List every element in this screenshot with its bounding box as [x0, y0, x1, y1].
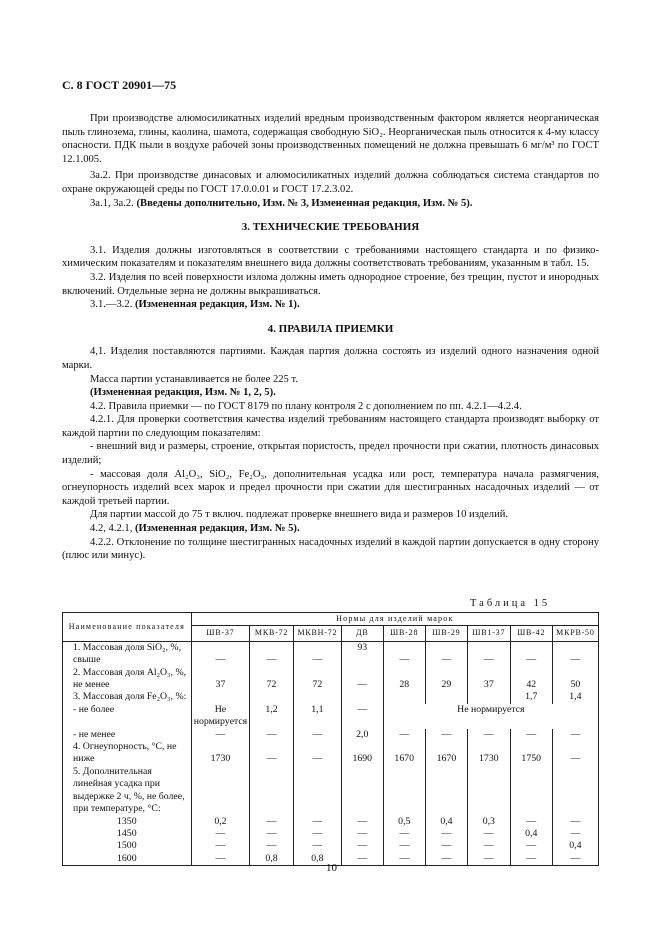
- table-cell: 1690: [341, 741, 383, 766]
- section-4-paragraph-2: Масса партии устанавливается не более 225 т.: [90, 373, 298, 385]
- row-name: - не более: [63, 704, 192, 729]
- table-cell: 0,4: [425, 816, 467, 828]
- table-cell: —: [250, 641, 294, 666]
- table-cell: 93: [341, 641, 383, 666]
- table-cell: —: [552, 816, 598, 828]
- table-cell: —: [552, 741, 598, 766]
- table-cell: 1,2: [250, 704, 294, 729]
- amend-note: (Введены дополнительно, Изм. № 3, Измененная редакция, Изм. № 5).: [136, 197, 473, 209]
- table-cell: [425, 766, 467, 816]
- table-cell: —: [383, 853, 425, 866]
- table-cell: —: [293, 729, 341, 741]
- table-cell: [293, 691, 341, 703]
- table-row: [63, 667, 599, 692]
- table-cell: 0,4: [510, 828, 552, 840]
- table-cell: —: [425, 729, 467, 741]
- table-cell: —: [250, 741, 294, 766]
- table-cell: —: [468, 828, 511, 840]
- row-name: 1350: [63, 816, 192, 828]
- table-cell: 0,3: [468, 816, 511, 828]
- table-row: [63, 691, 599, 703]
- section-3-paragraph-2: 3.2. Изделия по всей поверхности излома должны иметь однородное строение, без трещин, пустот и инородных включений. Отдельные зерна не должны выкрашиваться.: [62, 271, 599, 297]
- intro-paragraph-1: При производстве алюмосиликатных изделий вредным производственным фактором является неорганическая пыль глинозема, глины, каолина, шамота, содержащая свободную SiO₂. Неорганическая пыль относится к 4-му классу опасности. ПДК пыли в воздухе рабочей зоны производственных помещений не должна превышать 6 мг/м³ по ГОСТ 12.1.005.: [62, 113, 599, 165]
- amend-note-ref: 3а.1, 3а.2.: [90, 197, 137, 209]
- table-cell: —: [468, 729, 511, 741]
- row-name: 3. Массовая доля Fe₂O₃, %:: [63, 691, 192, 703]
- table-cell: —: [425, 828, 467, 840]
- table-cell: —: [293, 828, 341, 840]
- table-cell: Не нормируется: [191, 704, 249, 729]
- table-cell: —: [293, 641, 341, 666]
- table-row: [63, 641, 599, 666]
- table-cell: —: [341, 816, 383, 828]
- table-row: [63, 704, 599, 729]
- table-cell: —: [293, 816, 341, 828]
- table-cell: 42: [510, 667, 552, 692]
- table-cell: —: [250, 840, 294, 852]
- section-4-paragraph-9: [62, 522, 599, 536]
- table-row: [63, 840, 599, 852]
- table-cell: —: [383, 828, 425, 840]
- table-cell: —: [468, 840, 511, 852]
- table-cell: —: [383, 729, 425, 741]
- not-normalized-cell: Не нормируется: [383, 704, 598, 729]
- table-cell: —: [341, 667, 383, 692]
- table-cell: —: [293, 741, 341, 766]
- brand-header: ДВ: [341, 626, 383, 641]
- brand-header: ШВ1-37: [468, 626, 511, 641]
- table-cell: —: [293, 840, 341, 852]
- section-4-paragraph-7: - массовая доля Al₂O₃, SiO₂, Fe₂O₃, дополнительная усадка или рост, температура начала размягчения, огнеупорность изделий всех марок и предел прочности при сжатии для шестигранных насадочных изделий — от каждой третьей партии.: [62, 468, 599, 507]
- table-row: [63, 828, 599, 840]
- table-cell: [383, 766, 425, 816]
- brand-header: ШВ-29: [425, 626, 467, 641]
- table-cell: 0,2: [191, 816, 249, 828]
- table-cell: 2,0: [341, 729, 383, 741]
- table-cell: 1730: [468, 741, 511, 766]
- table-row: [63, 816, 599, 828]
- table-cell: —: [468, 853, 511, 866]
- table-cell: 37: [191, 667, 249, 692]
- section-4-paragraph-1: 4,1. Изделия поставляются партиями. Каждая партия должна состоять из изделий одного назначения одной марки.: [62, 346, 599, 371]
- brand-header: МКРВ-50: [552, 626, 598, 641]
- table-cell: —: [383, 840, 425, 852]
- row-name: 1600: [63, 853, 192, 866]
- table-cell: 1670: [425, 741, 467, 766]
- table-cell: [341, 766, 383, 816]
- table-cell: [468, 691, 511, 703]
- brand-header: ШВ-28: [383, 626, 425, 641]
- table-cell: —: [191, 729, 249, 741]
- table-15: [62, 612, 599, 866]
- table-cell: [341, 691, 383, 703]
- table-cell: 0,5: [383, 816, 425, 828]
- table-cell: —: [250, 729, 294, 741]
- intro-paragraph-3: [62, 197, 599, 211]
- table-cell: [250, 691, 294, 703]
- table-cell: —: [552, 853, 598, 866]
- table-cell: [191, 691, 249, 703]
- section-4-paragraph-6: - внешний вид и размеры, строение, открытая пористость, предел прочности при сжатии, плотность динасовых изделий;: [62, 441, 599, 467]
- amend-note-ref: 3.1.—3.2.: [90, 299, 136, 311]
- table-cell: 1670: [383, 741, 425, 766]
- table-cell: 1750: [510, 741, 552, 766]
- table-cell: 72: [293, 667, 341, 692]
- amend-note: (Измененная редакция, Изм. № 5).: [135, 523, 300, 535]
- table-cell: 0,8: [250, 853, 294, 866]
- table-cell: 37: [468, 667, 511, 692]
- section-4-paragraph-10: 4.2.2. Отклонение по толщине шестигранных насадочных изделий в каждой партии допускается в одну сторону (плюс или минус).: [62, 536, 599, 562]
- table-cell: —: [510, 840, 552, 852]
- table-cell: —: [341, 704, 383, 729]
- table-cell: —: [552, 729, 598, 741]
- table-cell: —: [383, 641, 425, 666]
- table-cell: —: [510, 816, 552, 828]
- body-text: [62, 112, 599, 563]
- table-cell: —: [510, 853, 552, 866]
- table-cell: —: [510, 729, 552, 741]
- section-4-paragraph-4: 4.2. Правила приемки — по ГОСТ 8179 по плану контроля 2 с дополнением по пп. 4.2.1—4.2.4.: [90, 400, 522, 412]
- table-cell: —: [341, 828, 383, 840]
- table-cell: [293, 766, 341, 816]
- table-cell: 1,4: [552, 691, 598, 703]
- table-cell: —: [425, 641, 467, 666]
- section-4-amend-note: (Измененная редакция, Изм. № 1, 2, 5).: [90, 387, 276, 399]
- table-cell: 0,8: [293, 853, 341, 866]
- amend-note-ref: 4.2, 4.2.1,: [90, 523, 136, 535]
- table-cell: 28: [383, 667, 425, 692]
- table-cell: —: [425, 853, 467, 866]
- row-name: - не менее: [63, 729, 192, 741]
- brand-header: ШВ-37: [191, 626, 249, 641]
- section-3-paragraph-3: [62, 298, 599, 312]
- table-cell: —: [191, 853, 249, 866]
- page-header: С. 8 ГОСТ 20901—75: [62, 78, 177, 92]
- brand-header: МКВН-72: [293, 626, 341, 641]
- table-cell: —: [425, 840, 467, 852]
- table-cell: 1730: [191, 741, 249, 766]
- table-cell: [383, 691, 425, 703]
- table-cell: —: [191, 840, 249, 852]
- table-cell: —: [250, 828, 294, 840]
- row-name: 5. Дополнительная линейная усадка при выдержке 2 ч, %, не более, при температуре, °С:: [63, 766, 192, 816]
- row-name: 4. Огнеупорность, °С, не ниже: [63, 741, 192, 766]
- table-cell: [250, 766, 294, 816]
- table-cell: —: [468, 641, 511, 666]
- table-row: [63, 729, 599, 741]
- table-cell: —: [552, 641, 598, 666]
- brand-header: ШВ-42: [510, 626, 552, 641]
- table-cell: —: [341, 840, 383, 852]
- table-cell: 50: [552, 667, 598, 692]
- table-cell: [510, 766, 552, 816]
- column-header-name: Наименование показателя: [63, 613, 192, 642]
- row-name: 1450: [63, 828, 192, 840]
- section-4-paragraph-5: 4.2.1. Для проверки соответствия качества изделий требованиям настоящего стандарта производят выборку от каждой партии по следующим показателям:: [62, 414, 599, 439]
- table-cell: —: [191, 641, 249, 666]
- section-3-title: 3. ТЕХНИЧЕСКИЕ ТРЕБОВАНИЯ: [241, 221, 420, 234]
- amend-note: (Измененная редакция, Изм. № 1).: [135, 299, 300, 311]
- table-cell: 1,7: [510, 691, 552, 703]
- table-cell: —: [250, 816, 294, 828]
- table-cell: —: [191, 828, 249, 840]
- table-cell: [552, 766, 598, 816]
- table-cell: 29: [425, 667, 467, 692]
- table-cell: [425, 691, 467, 703]
- section-4-title: 4. ПРАВИЛА ПРИЕМКИ: [267, 322, 394, 335]
- table-cell: —: [341, 853, 383, 866]
- table-cell: [468, 766, 511, 816]
- table-row: [63, 741, 599, 766]
- brand-header: МКВ-72: [250, 626, 294, 641]
- row-name: 1500: [63, 840, 192, 852]
- table-row: [63, 766, 599, 816]
- table-cell: [191, 766, 249, 816]
- row-name: 1. Массовая доля SiO₂, %, свыше: [63, 641, 192, 666]
- table-cell: 72: [250, 667, 294, 692]
- table-cell: 0,4: [552, 840, 598, 852]
- column-header-norms: Нормы для изделий марок: [191, 613, 598, 626]
- section-4-paragraph-8: Для партии массой до 75 т включ. подлежат проверке внешнего вида и размеров 10 изделий.: [90, 509, 509, 521]
- section-3-paragraph-1: 3.1. Изделия должны изготовляться в соответствии с требованиями настоящего стандарта и по физико-химическим показателям и показателям внешнего вида должны соответствовать требованиям, указанным в табл. 15.: [62, 244, 599, 270]
- page-number: 10: [326, 862, 337, 874]
- intro-paragraph-2: 3а.2. При производстве динасовых и алюмосиликатных изделий должна соблюдаться система стандартов по охране окружающей среды по ГОСТ 17.0.0.01 и ГОСТ 17.2.3.02.: [62, 170, 599, 195]
- table-cell: —: [552, 828, 598, 840]
- table-caption: Таблица 15: [470, 598, 551, 609]
- row-name: 2. Массовая доля Al₂O₃, %, не менее: [63, 667, 192, 692]
- table-cell: 1,1: [293, 704, 341, 729]
- table-cell: —: [510, 641, 552, 666]
